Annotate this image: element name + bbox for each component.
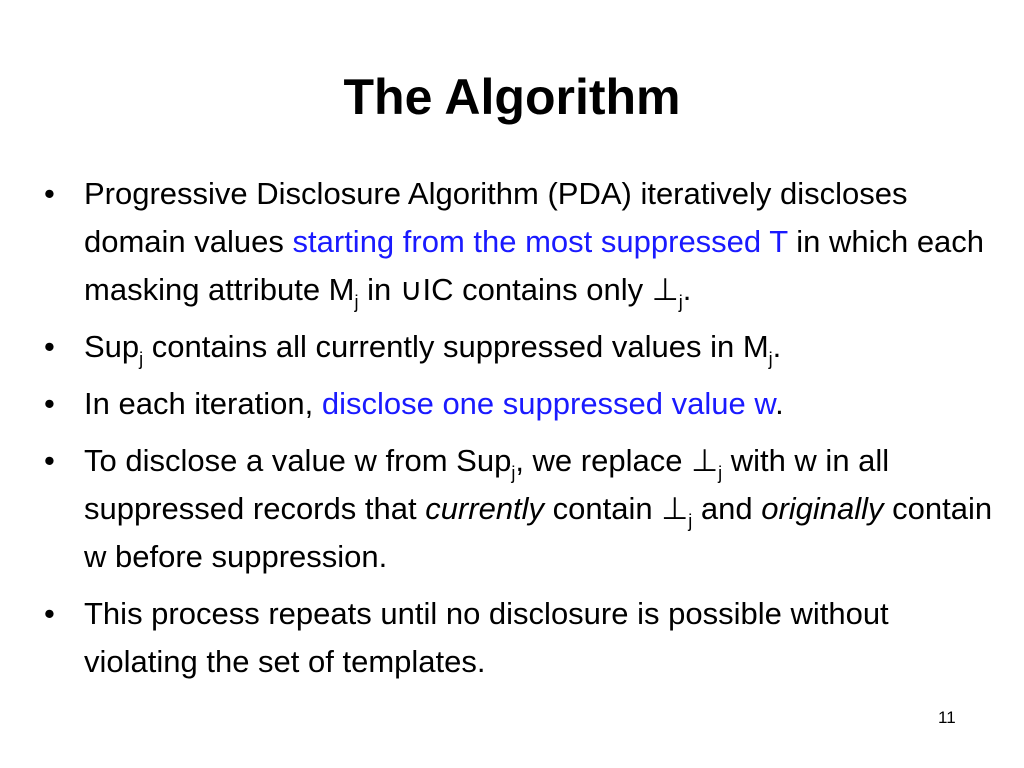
highlight-text: starting from the most suppressed T [292,224,788,259]
bullet-text: contains all currently suppressed values in M [143,329,769,364]
subscript: j [688,511,693,531]
bullet-marker: • [44,176,55,211]
emphasis-text: currently [425,491,545,526]
bullet-item-4 [0,437,1024,581]
bullet-item-2 [0,323,1024,371]
slide-title: The Algorithm [343,69,681,125]
bullet-text: . [772,329,782,364]
bullet-item-3 [0,380,1024,428]
bullet-text: in ∪IC contains only ⊥ [358,272,679,307]
bullet-text: Sup [84,329,140,364]
subscript: j [718,463,723,483]
bullet-text: in which each masking attribute M [84,224,985,307]
subscript: j [511,463,516,483]
bullet-text: . [775,386,784,421]
subscript: j [768,349,773,369]
highlight-text: disclose one suppressed value w [321,386,776,421]
bullet-text: , we replace ⊥ [515,443,719,478]
page-number: 11 [938,708,956,727]
subscript: j [678,292,683,312]
bullet-list [0,170,1024,695]
bullet-marker: • [44,386,55,421]
subscript: j [354,292,359,312]
bullet-text: . [682,272,692,307]
bullet-text: contain ⊥ [544,491,689,526]
bullet-text: with w in all suppressed records that [84,443,890,526]
bullet-marker: • [44,596,55,631]
bullet-text: In each iteration, [84,386,322,421]
bullet-text: To disclose a value w from Sup [84,443,512,478]
bullet-marker: • [44,443,55,478]
bullet-text: contain w before suppression. [84,491,993,574]
bullet-text: This process repeats until no disclosure is possible without violating the set of templates. [84,596,889,679]
bullet-text: Progressive Disclosure Algorithm (PDA) iteratively discloses domain values [84,176,908,259]
bullet-text: and [692,491,762,526]
emphasis-text: originally [761,491,884,526]
bullet-marker: • [44,329,55,364]
bullet-item-5 [0,590,1024,686]
bullet-item-1 [0,170,1024,314]
subscript: j [139,349,144,369]
